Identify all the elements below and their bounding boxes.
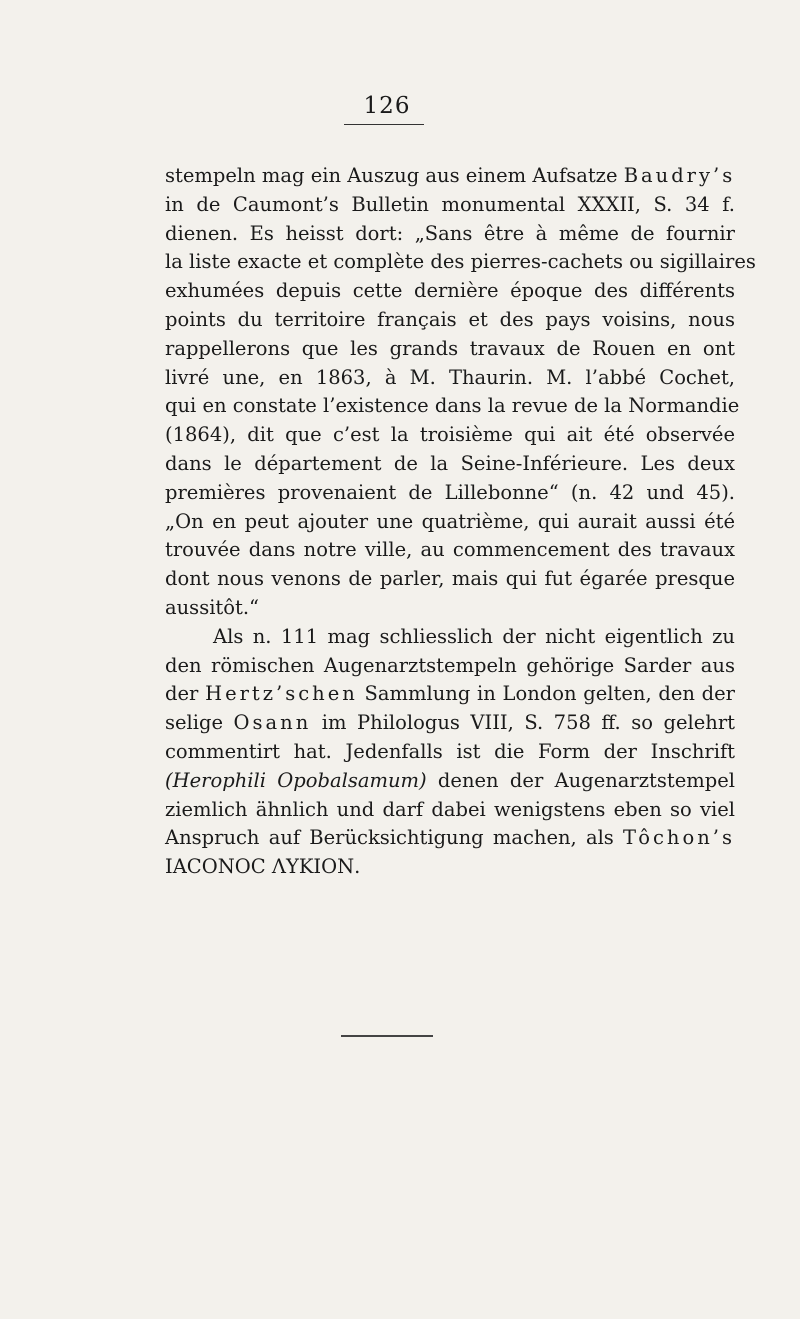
text-line [165, 479, 735, 508]
text-line [165, 565, 735, 594]
text-line [165, 652, 735, 681]
text-line [165, 767, 735, 796]
text-run: premières provenaient de Lillebonne“ (n. 42 und 45). [165, 480, 735, 504]
text-line [165, 364, 735, 393]
text-run: denen der Augenarztstempel [426, 768, 735, 792]
text-run: Osann [233, 711, 312, 735]
text-run: IACONOC ΛΥΚΙΟΝ. [165, 855, 361, 879]
text-line [165, 623, 735, 652]
text-run: trouvée dans notre ville, au commencement des travaux [165, 538, 735, 562]
text-line [165, 680, 735, 709]
text-run: Tôchon’s [623, 826, 735, 850]
page-number: 126 [363, 93, 411, 119]
text-run: aussitôt.“ [165, 595, 260, 619]
text-line [165, 277, 735, 306]
text-run: exhumées depuis cette dernière époque des différents [165, 279, 735, 303]
text-run: Als n. 111 mag schliesslich der nicht eigentlich zu [213, 624, 735, 648]
text-line [165, 824, 735, 853]
text-line [165, 536, 735, 565]
text-run: den römischen Augenarztstempeln gehörige Sarder aus [165, 653, 735, 677]
text-run: qui en constate l’existence dans la revue de la Normandie [165, 394, 740, 418]
body-text [165, 162, 756, 882]
text-line [165, 306, 735, 335]
text-run: (Herophili Opobalsamum) [165, 768, 427, 792]
text-line [165, 709, 735, 738]
text-run: ziemlich ähnlich und darf dabei wenigstens eben so viel [165, 797, 735, 821]
text-run: selige [165, 711, 234, 735]
text-run: im Philologus VIII, S. 758 ff. so gelehrt [311, 711, 735, 735]
section-end-rule [341, 1035, 433, 1037]
text-run: Sammlung in London gelten, den der [357, 682, 736, 706]
text-run: Hertz’schen [205, 682, 358, 706]
text-run: dienen. Es heisst dort: „Sans être à même de fournir [165, 221, 735, 245]
text-line [165, 248, 756, 277]
text-line [165, 796, 735, 825]
text-run: dans le département de la Seine-Inférieure. Les deux [165, 451, 735, 475]
text-run: la liste exacte et complète des pierres-cachets ou sigillaires [165, 250, 756, 274]
text-run: in de Caumont’s Bulletin monumental XXXII, S. 34 f. [165, 192, 735, 216]
text-line [165, 392, 740, 421]
text-line [165, 220, 735, 249]
text-line [165, 450, 735, 479]
text-line [165, 853, 735, 882]
text-run: (1864), dit que c’est la troisième qui ait été observée [165, 423, 735, 447]
text-run: dont nous venons de parler, mais qui fut égarée presque [165, 567, 735, 591]
text-line [165, 421, 735, 450]
page-number-rule [344, 124, 424, 125]
text-line [165, 335, 735, 364]
text-line [165, 162, 735, 191]
text-run: Baudry’s [623, 164, 736, 187]
text-line [165, 508, 735, 537]
text-run: points du territoire français et des pays voisins, nous [165, 307, 735, 331]
text-line [165, 738, 735, 767]
text-line [165, 594, 735, 623]
text-run: stempeln mag ein Auszug aus einem Aufsatze [165, 164, 624, 187]
text-run: livré une, en 1863, à M. Thaurin. M. l’abbé Cochet, [165, 365, 735, 389]
text-run: der [165, 682, 206, 706]
text-line [165, 191, 735, 220]
text-run: rappellerons que les grands travaux de Rouen en ont [165, 336, 735, 360]
text-run: „On en peut ajouter une quatrième, qui aurait aussi été [165, 509, 735, 533]
text-run: Anspruch auf Berücksichtigung machen, als [165, 826, 624, 850]
text-run: commentirt hat. Jedenfalls ist die Form der Inschrift [165, 739, 735, 763]
